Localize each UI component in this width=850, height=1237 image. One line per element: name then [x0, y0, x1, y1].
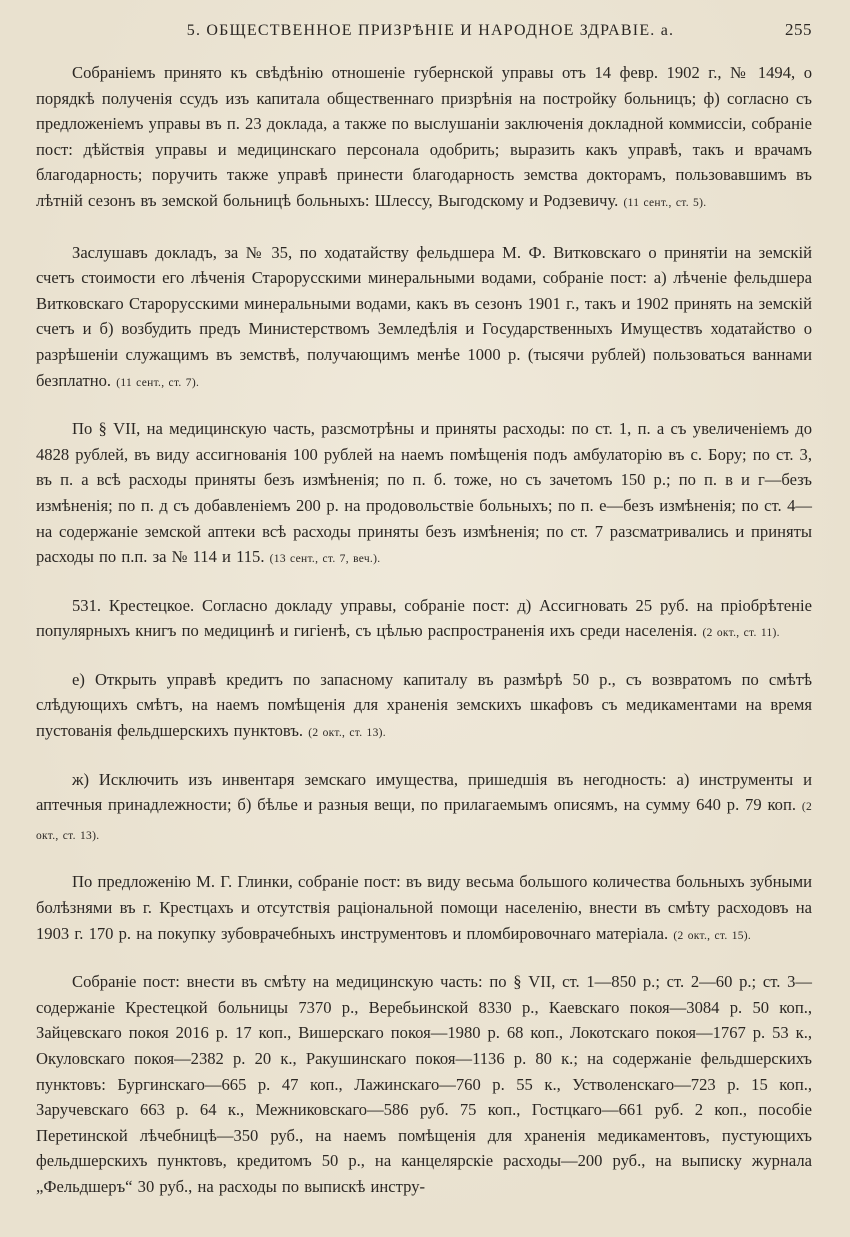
paragraph-8: [36, 969, 812, 1199]
paragraph-4: [36, 593, 812, 647]
paragraph-text: По § VII, на медицинскую часть, разсмотрѣны и приняты расходы: по ст. 1, п. а съ увеличеніемъ до 4828 рублей, въ виду ассигнованія 100 рублей на наемъ помѣщенія подъ амбулаторію въ с. Бору; по ст. 3, въ п. а всѣ расходы приняты безъ измѣненія; по п. б. тоже, но съ зачетомъ 150 р.; по п. в и г—безъ измѣненія; по п. д съ добавленіемъ 200 р. на продовольствіе больныхъ; по п. е—безъ измѣненія; по ст. 4—на содержаніе земской аптеки всѣ расходы приняты безъ измѣненія; по ст. 7 разсматривались и приняты расходы по п.п. за № 114 и 115.: [36, 419, 812, 567]
page-header: [36, 0, 812, 46]
paragraph-text: Собраніе пост: внести въ смѣту на медицинскую часть: по § VII, ст. 1—850 р.; ст. 2—60 р.; ст. 3—содержаніе Крестецкой больницы 7370 р., Веребьинской 8330 р., Каевскаго покоя—3084 р. 50 коп., Зайцевскаго покоя 2016 р. 17 коп., Вишерскаго покоя—1980 р. 68 коп., Локотскаго покоя—1767 р. 53 к., Окуловскаго покоя—2382 р. 20 к., Ракушинскаго покоя—1136 р. 80 к.; на содержаніе фельдшерскихъ пунктовъ: Бургинскаго—665 р. 47 коп., Лажинскаго—760 р. 55 к., Устволенскаго—723 р. 15 коп., Заручевскаго 663 р. 64 к., Межниковскаго—586 руб. 75 коп., Гостцкаго—661 руб. 2 коп., пособіе Перетинской лѣчебницѣ—350 руб., на наемъ помѣщенія для храненія медикаментовъ, пустующихъ фельдшерскихъ пунктовъ, кредитомъ 50 р., на канцелярскіе расходы—200 руб., на выписку журнала „Фельдшеръ“ 30 руб., на расходы по выпискѣ инстру-: [36, 972, 812, 1196]
paragraph-text: 531. Крестецкое. Согласно докладу управы, собраніе пост: д) Ассигновать 25 руб. на пріобрѣтеніе популярныхъ книгъ по медицинѣ и гигіенѣ, съ цѣлью распространенія ихъ среди населенія.: [36, 595, 812, 641]
paragraph-6: [36, 767, 812, 850]
paragraph-3: [36, 416, 812, 573]
page-number: 255: [785, 20, 812, 39]
paragraph-2: [36, 240, 812, 397]
page-body: [36, 46, 812, 1200]
running-title: 5. ОБЩЕСТВЕННОЕ ПРИЗРѢНІЕ И НАРОДНОЕ ЗДРАВІЕ. а.: [186, 22, 675, 39]
paragraph-text: Собраніемъ принято къ свѣдѣнію отношеніе губернской управы отъ 14 февр. 1902 г., № 1494, о порядкѣ полученія ссудъ изъ капитала общественнаго призрѣнія на постройку больницъ; ф) согласно съ предложеніемъ управы въ п. 23 доклада, а также по выслушаніи заключенія докладной коммиссіи, собраніе пост: дѣйствія управы и медицинскаго персонала одобрить; выразить какъ управѣ, такъ и врачамъ благодарность; поручить также управѣ принести благодарность земства докторамъ, пользовавшимъ въ лѣтній сезонъ въ земской больницѣ больныхъ: Шлессу, Выгодскому и Родзевичу.: [36, 63, 812, 210]
paragraph-5: [36, 667, 812, 747]
session-reference: (13 сент., ст. 7, веч.).: [269, 553, 381, 566]
session-reference: (11 сент., ст. 5).: [623, 196, 707, 209]
paragraph-text: Заслушавъ докладъ, за № 35, по ходатайству фельдшера М. Ф. Витковскаго о принятіи на земскій счетъ стоимости его лѣченія Старорусскими минеральными водами, собраніе пост: а) лѣченіе фельдшера Витковскаго Старорусскими минеральными водами, какъ въ сезонъ 1901 г., такъ и 1902 принять на земскій счетъ и б) возбудить предъ Министерствомъ Земледѣлія и Государственныхъ Имуществъ ходатайство о разрѣшеніи служащимъ въ земствѣ, получающимъ менѣе 1000 р. (тысячи рублей) пользоваться ваннами безплатно.: [36, 242, 812, 390]
paragraph-7: [36, 869, 812, 949]
paragraph-text: По предложенію М. Г. Глинки, собраніе пост: въ виду весьма большого количества больныхъ зубными болѣзнями въ г. Крестцахъ и отсутствія раціональной помощи населенію, внести въ смѣту расходовъ на 1903 г. 170 р. на покупку зубоврачебныхъ инструментовъ и пломбировочнаго матеріала.: [36, 872, 812, 943]
session-reference: (2 окт., ст. 13).: [36, 801, 812, 842]
paragraph-text: е) Открыть управѣ кредитъ по запасному капиталу въ размѣрѣ 50 р., съ возвратомъ по смѣтѣ слѣдующихъ смѣтъ, на наемъ помѣщенія для храненія земскихъ шкафовъ съ медикаментами на время пустованія фельдшерскихъ пунктовъ.: [36, 669, 812, 741]
paragraph-text: ж) Исключить изъ инвентаря земскаго имущества, пришедшія въ негодность: а) инструменты и аптечныя принадлежности; б) бѣлье и разныя вещи, по прилагаемымъ описямъ, на сумму 640 р. 79 коп.: [36, 769, 812, 815]
paragraph-1: [36, 60, 812, 217]
session-reference: (2 окт., ст. 13).: [308, 727, 386, 740]
session-reference: (2 окт., ст. 15).: [673, 929, 752, 942]
session-reference: (11 сент., ст. 7).: [116, 376, 200, 389]
session-reference: (2 окт., ст. 11).: [702, 627, 780, 640]
